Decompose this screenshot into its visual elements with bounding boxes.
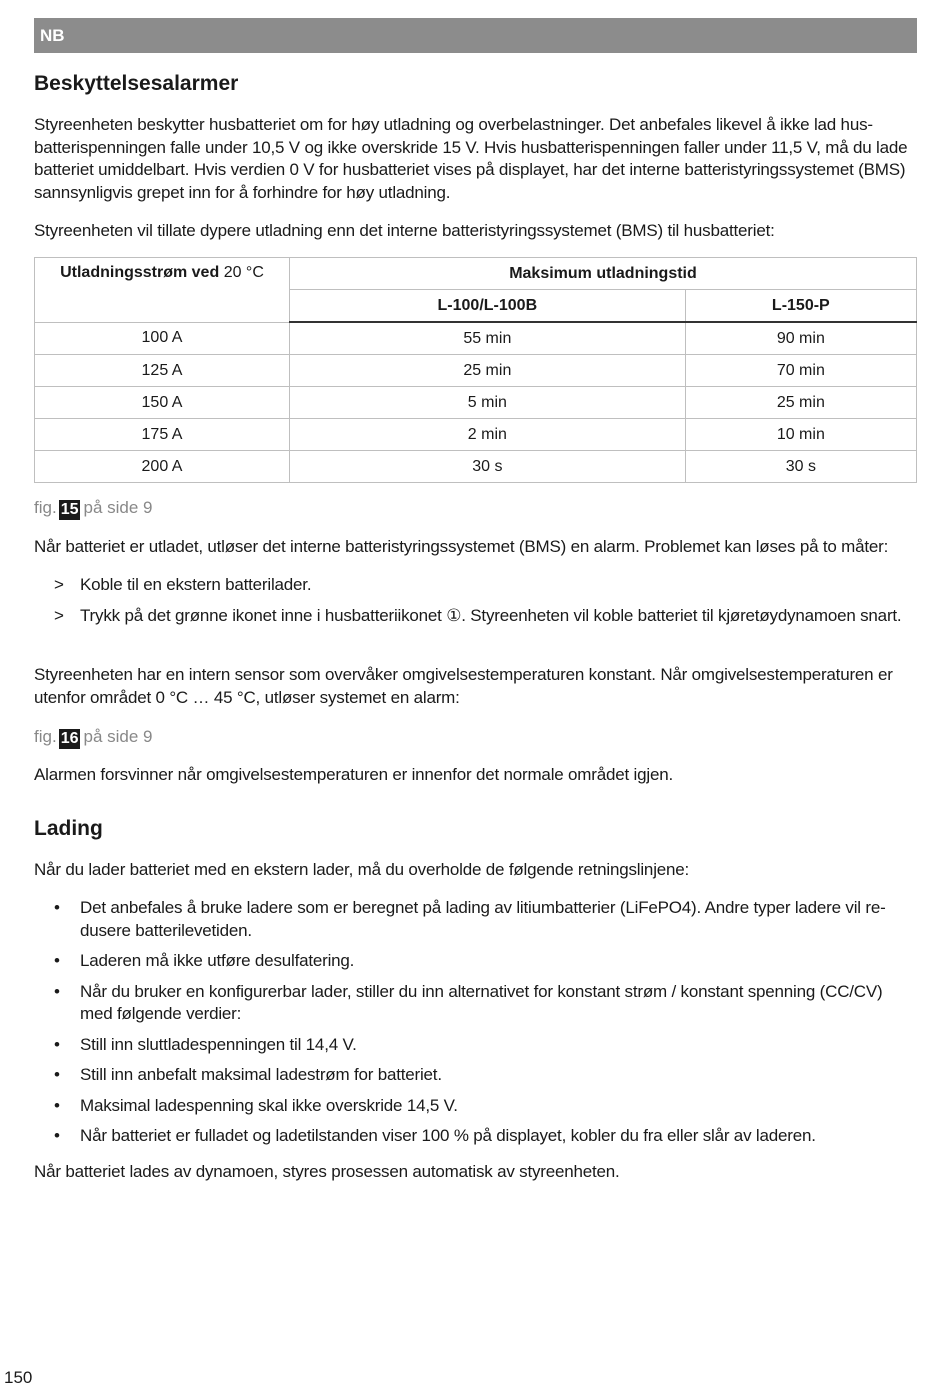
header-discharge-current: Utladningsstrøm ved 20 °C	[35, 258, 290, 323]
bullet-marker: •	[54, 898, 60, 917]
list-item: • Still inn anbefalt maksimal ladestrøm for batteriet.	[34, 1064, 918, 1087]
bullet-marker: •	[54, 1065, 60, 1084]
figure-reference-16[interactable]: fig. 16 på side 9	[34, 727, 153, 747]
list-item: • Laderen må ikke utføre desulfatering.	[34, 950, 918, 973]
list-item: • Maksimal ladespenning skal ikke overskride 14,5 V.	[34, 1095, 918, 1118]
step-marker: >	[54, 605, 64, 625]
table-row	[35, 322, 917, 355]
list-item: • Det anbefales å bruke ladere som er beregnet på lading av litiumbatterier (LiFePO4). Andre typer ladere vil redusere batterilevetiden.	[54, 898, 886, 940]
paragraph-discharged-alarm: Når batteriet er utladet, utløser det interne batteristyringssystemet (BMS) en alarm. Problemet kan løses på to måter:	[34, 537, 889, 556]
bullet-marker: •	[54, 951, 60, 970]
figure-reference-15[interactable]: fig. 15 på side 9	[34, 498, 153, 518]
discharge-time-table	[34, 257, 917, 483]
bullet-marker: •	[54, 1126, 60, 1145]
list-item: • Når du bruker en konfigurerbar lader, stiller du inn alternativet for konstant strøm / konstant spenning (CC/CV) med følgende verdier:	[54, 981, 883, 1023]
cell-current: 200 A	[35, 451, 290, 483]
figure-number-badge: 16	[60, 730, 79, 747]
cell-current: 175 A	[35, 419, 290, 451]
cell-current: 125 A	[35, 355, 290, 387]
cell-time-l100: 5 min	[290, 387, 686, 419]
language-bar	[34, 18, 917, 53]
bullet-marker: •	[54, 981, 60, 1001]
solution-steps-list	[34, 574, 918, 627]
cell-time-l150p: 30 s	[685, 451, 916, 483]
bullet-marker: •	[54, 1095, 60, 1115]
paragraph-deeper-discharge: Styreenheten vil tillate dypere utladning enn det interne batteristyringssystemet (BMS) til husbatteriet:	[34, 221, 775, 240]
table-row	[35, 419, 917, 451]
cell-time-l100: 30 s	[290, 451, 686, 483]
paragraph-protection-intro: Styreenheten beskytter husbatteriet om for høy utladning og overbelastninger. Det anbefales likevel å ikke lad husbatterispenningen falle under 10,5 V og ikke overskride 15 V. Hvis husbatterispenningen faller under 11,5 V, må du lade batteriet umiddelbart. Hvis verdien 0 V for husbatteriet vises på displayet, har det interne batteristyringssystemet (BMS) sannsynligvis grepet inn for å forhindre for høy utladning.	[34, 115, 908, 202]
paragraph-charging-intro: Når du lader batteriet med en ekstern lader, må du overholde de følgende retningslinjene:	[34, 860, 690, 879]
list-item: > Trykk på det grønne ikonet inne i husbatteriikonet ①. Styreenheten vil koble batteriet til kjøretøydynamoen snart.	[34, 605, 918, 628]
table-row	[35, 387, 917, 419]
list-item: • Still inn sluttladespenningen til 14,4 V.	[34, 1034, 918, 1057]
charging-guidelines-list	[34, 897, 918, 1148]
figure-number-badge: 15	[60, 501, 79, 518]
cell-time-l150p: 25 min	[685, 387, 916, 419]
cell-time-l150p: 90 min	[685, 322, 916, 355]
header-model-l100: L-100/L-100B	[290, 290, 686, 323]
section-title-charging: Lading	[34, 817, 103, 840]
cell-current: 150 A	[35, 387, 290, 419]
paragraph-dynamo-charging: Når batteriet lades av dynamoen, styres prosessen automatisk av styreenheten.	[34, 1162, 620, 1181]
list-item: • Når batteriet er fulladet og ladetilstanden viser 100 % på displayet, kobler du fra eller slår av laderen.	[34, 1125, 918, 1148]
paragraph-alarm-clears: Alarmen forsvinner når omgivelsestemperaturen er innenfor det normale området igjen.	[34, 765, 673, 784]
bullet-marker: •	[54, 1034, 60, 1054]
cell-current: 100 A	[35, 322, 290, 355]
paragraph-temperature-sensor: Styreenheten har en intern sensor som overvåker omgivelsestemperaturen konstant. Når omgivelsestemperaturen er utenfor området 0 °C … 45 °C, utløser systemet en alarm:	[34, 665, 893, 707]
header-max-discharge-time: Maksimum utladningstid	[290, 258, 917, 290]
table-row	[35, 451, 917, 483]
section-title-protection-alarms: Beskyttelsesalarmer	[34, 72, 239, 95]
cell-time-l150p: 70 min	[685, 355, 916, 387]
cell-time-l100: 25 min	[290, 355, 686, 387]
list-item: > Koble til en ekstern batterilader.	[34, 574, 918, 597]
step-marker: >	[54, 575, 64, 594]
language-code: NB	[40, 26, 65, 45]
header-model-l150p: L-150-P	[685, 290, 916, 323]
table-row	[35, 355, 917, 387]
cell-time-l100: 55 min	[290, 322, 686, 355]
page-number: 150	[4, 1368, 33, 1387]
cell-time-l100: 2 min	[290, 419, 686, 451]
cell-time-l150p: 10 min	[685, 419, 916, 451]
